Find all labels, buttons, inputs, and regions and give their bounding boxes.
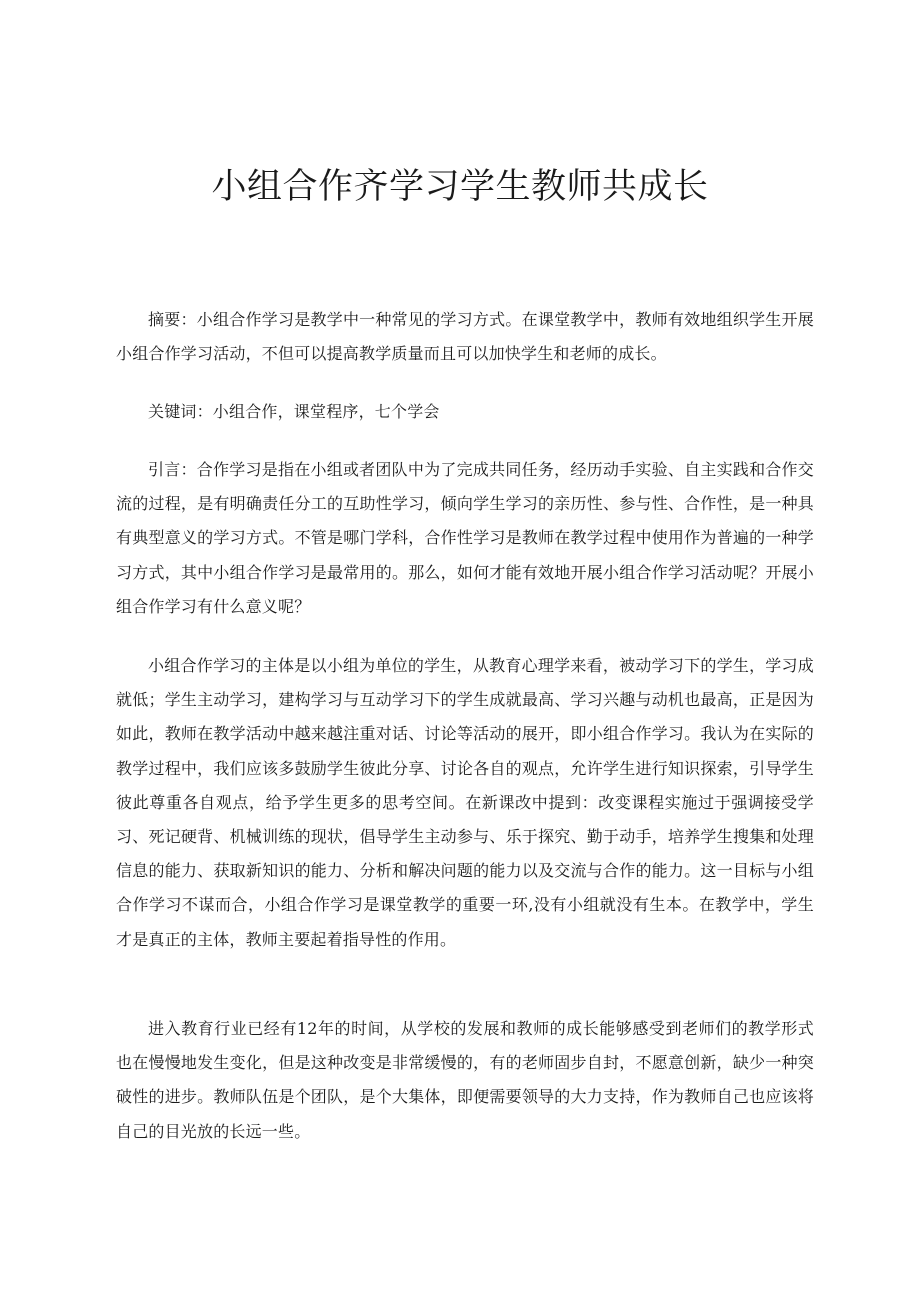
keywords-paragraph: 关键词：小组合作，课堂程序，七个学会 — [148, 402, 440, 421]
abstract-paragraph: 摘要：小组合作学习是教学中一种常见的学习方式。在课堂教学中，教师有效地组织学生开展小组合作学习活动，不但可以提高教学质量而且可以加快学生和老师的成长。 — [116, 310, 814, 364]
body-paragraph-2: 进入教育行业已经有12年的时间，从学校的发展和教师的成长能够感受到老师们的教学形式也在慢慢地发生变化，但是这种改变是非常缓慢的，有的老师固步自封，不愿意创新，缺少一种突破性的进步。教师队伍是个团队，是个大集体，即便需要领导的大力支持，作为教师自己也应该将自己的目光放的长远一些。 — [116, 1019, 814, 1141]
document-title: 小组合作齐学习学生教师共成长 — [211, 167, 709, 207]
introduction-paragraph: 引言：合作学习是指在小组或者团队中为了完成共同任务，经历动手实验、自主实践和合作交流的过程，是有明确责任分工的互助性学习，倾向学生学习的亲历性、参与性、合作性，是一种具有典型意义的学习方式。不管是哪门学科，合作性学习是教师在教学过程中使用作为普遍的一种学习方式，其中小组合作学习是最常用的。那么，如何才能有效地开展小组合作学习活动呢？开展小组合作学习有什么意义呢？ — [116, 460, 814, 616]
body-paragraph-1: 小组合作学习的主体是以小组为单位的学生，从教育心理学来看，被动学习下的学生，学习成就低；学生主动学习，建构学习与互动学习下的学生成就最高、学习兴趣与动机也最高，正是因为如此，教师在教学活动中越来越注重对话、讨论等活动的展开，即小组合作学习。我认为在实际的教学过程中，我们应该多鼓励学生彼此分享、讨论各自的观点，允许学生进行知识探索，引导学生彼此尊重各自观点，给予学生更多的思考空间。在新课改中提到：改变课程实施过于强调接受学习、死记硬背、机械训练的现状，倡导学生主动参与、乐于探究、勤于动手，培养学生搜集和处理信息的能力、获取新知识的能力、分析和解决问题的能力以及交流与合作的能力。这一目标与小组合作学习不谋而合，小组合作学习是课堂教学的重要一环,没有小组就没有生本。在教学中，学生才是真正的主体，教师主要起着指导性的作用。 — [116, 656, 814, 949]
